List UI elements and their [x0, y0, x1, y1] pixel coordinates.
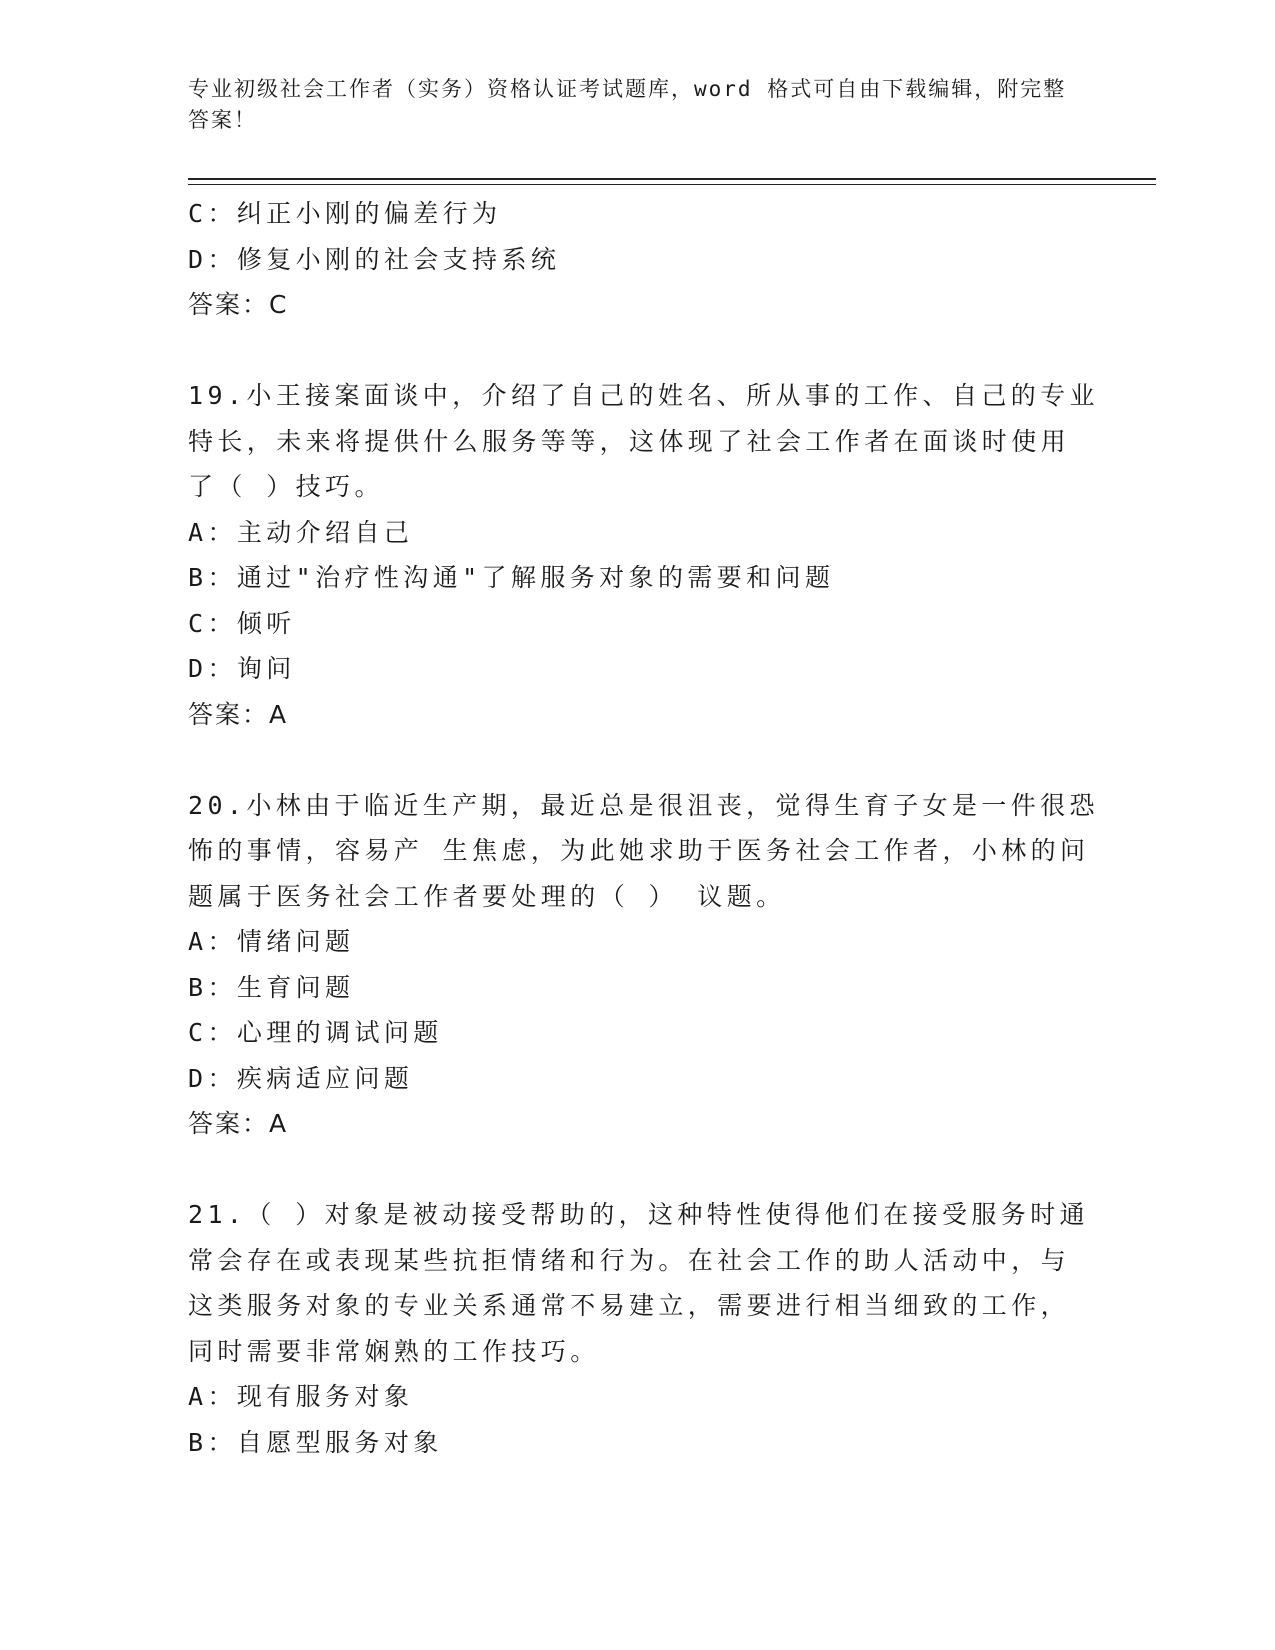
question-stem-line: 了（ ）技巧。	[188, 472, 384, 501]
question-stem-line: 20.小林由于临近生产期，最近总是很沮丧，觉得生育子女是一件很恐	[188, 790, 1099, 820]
spacer	[188, 1147, 1078, 1193]
option-a: A：情绪问题	[188, 927, 355, 956]
page-header: 专业初级社会工作者（实务）资格认证考试题库，word 格式可自由下载编辑，附完整答案！	[188, 77, 1067, 132]
option-line: C：纠正小刚的偏差行为	[188, 199, 502, 228]
option-d: D：疾病适应问题	[188, 1063, 414, 1093]
question-stem-line: 题属于医务社会工作者要处理的（ ） 议题。	[188, 881, 786, 911]
option-d: D：询问	[188, 654, 296, 683]
option-b: B：生育问题	[188, 972, 355, 1002]
option-c: C：心理的调试问题	[188, 1018, 443, 1047]
document-body	[188, 191, 1099, 1465]
question-19	[188, 373, 1099, 737]
answer-line: 答案：C	[188, 290, 289, 319]
question-20	[188, 783, 1099, 1147]
carryover-block	[188, 191, 1078, 328]
question-stem-line: 怖的事情，容易产 生焦虑，为此她求助于医务社会工作者，小林的问	[188, 836, 1090, 865]
header-rule-thin	[188, 184, 1156, 185]
question-stem-line: 同时需要非常娴熟的工作技巧。	[188, 1336, 600, 1366]
option-a: A：主动介绍自己	[188, 517, 414, 547]
answer-line: 答案：A	[188, 699, 289, 729]
spacer	[188, 328, 1078, 374]
question-stem-line: 特长，未来将提供什么服务等等，这体现了社会工作者在面谈时使用	[188, 426, 1071, 456]
question-stem-line: 19.小王接案面谈中，介绍了自己的姓名、所从事的工作、自己的专业	[188, 381, 1099, 410]
option-line: D：修复小刚的社会支持系统	[188, 244, 561, 274]
question-stem-line: 21.（ ）对象是被动接受帮助的，这种特性使得他们在接受服务时通	[188, 1200, 1090, 1229]
option-a: A：现有服务对象	[188, 1382, 414, 1411]
question-21	[188, 1192, 1090, 1465]
option-b: B：自愿型服务对象	[188, 1427, 443, 1457]
option-b: B：通过"治疗性沟通"了解服务对象的需要和问题	[188, 563, 835, 592]
question-stem-line: 这类服务对象的专业关系通常不易建立，需要进行相当细致的工作，	[188, 1291, 1071, 1320]
answer-line: 答案：A	[188, 1109, 289, 1138]
spacer	[188, 737, 1078, 783]
header-rule-thick	[188, 178, 1156, 180]
question-stem-line: 常会存在或表现某些抗拒情绪和行为。在社会工作的助人活动中，与	[188, 1245, 1071, 1275]
option-c: C：倾听	[188, 608, 296, 638]
